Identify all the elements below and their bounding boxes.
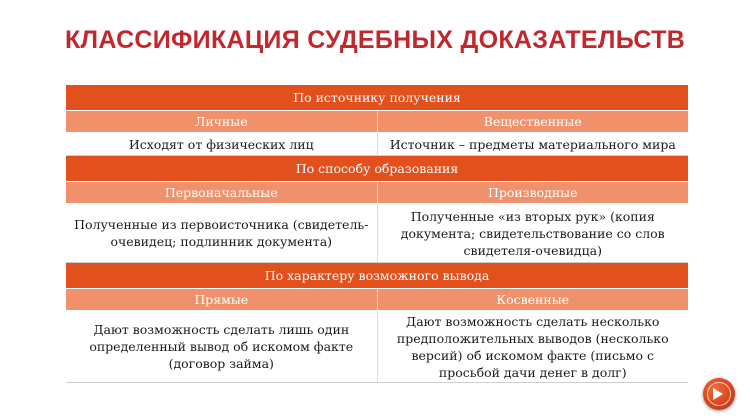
description-material: Источник – предметы материального мира: [377, 133, 688, 156]
section-header-row: [66, 263, 688, 289]
description-direct: Дают возможность сделать лишь один определенный вывод об искомом факте (договор займа): [66, 311, 377, 383]
category-label-indirect: Косвенные: [377, 289, 688, 311]
classification-table: [66, 85, 688, 383]
next-slide-button[interactable]: [703, 378, 735, 410]
category-row: [66, 289, 688, 311]
category-label-personal: Личные: [66, 111, 377, 133]
description-personal: Исходят от физических лиц: [66, 133, 377, 156]
category-label-material: Вещественные: [377, 111, 688, 133]
description-row: [66, 311, 688, 383]
category-row: [66, 182, 688, 204]
description-indirect: Дают возможность сделать несколько предположительных выводов (несколько версий) об искомом факте (письмо с просьбой дачи денег в долг): [377, 311, 688, 383]
category-label-primary: Первоначальные: [66, 182, 377, 204]
section-header-row: [66, 85, 688, 111]
section-heading-source: По источнику получения: [66, 85, 688, 111]
play-arrow-icon: [713, 388, 723, 400]
category-label-direct: Прямые: [66, 289, 377, 311]
description-derivative: Полученные «из вторых рук» (копия документа; свидетельствование со слов свидетеля-очевидца): [377, 204, 688, 263]
section-heading-conclusion: По характеру возможного вывода: [66, 263, 688, 289]
category-row: [66, 111, 688, 133]
description-primary: Полученные из первоисточника (свидетель-очевидец; подлинник документа): [66, 204, 377, 263]
description-row: [66, 133, 688, 156]
page-title: КЛАССИФИКАЦИЯ СУДЕБНЫХ ДОКАЗАТЕЛЬСТВ: [64, 26, 686, 54]
section-heading-formation: По способу образования: [66, 156, 688, 182]
description-row: [66, 204, 688, 263]
section-header-row: [66, 156, 688, 182]
category-label-derivative: Производные: [377, 182, 688, 204]
